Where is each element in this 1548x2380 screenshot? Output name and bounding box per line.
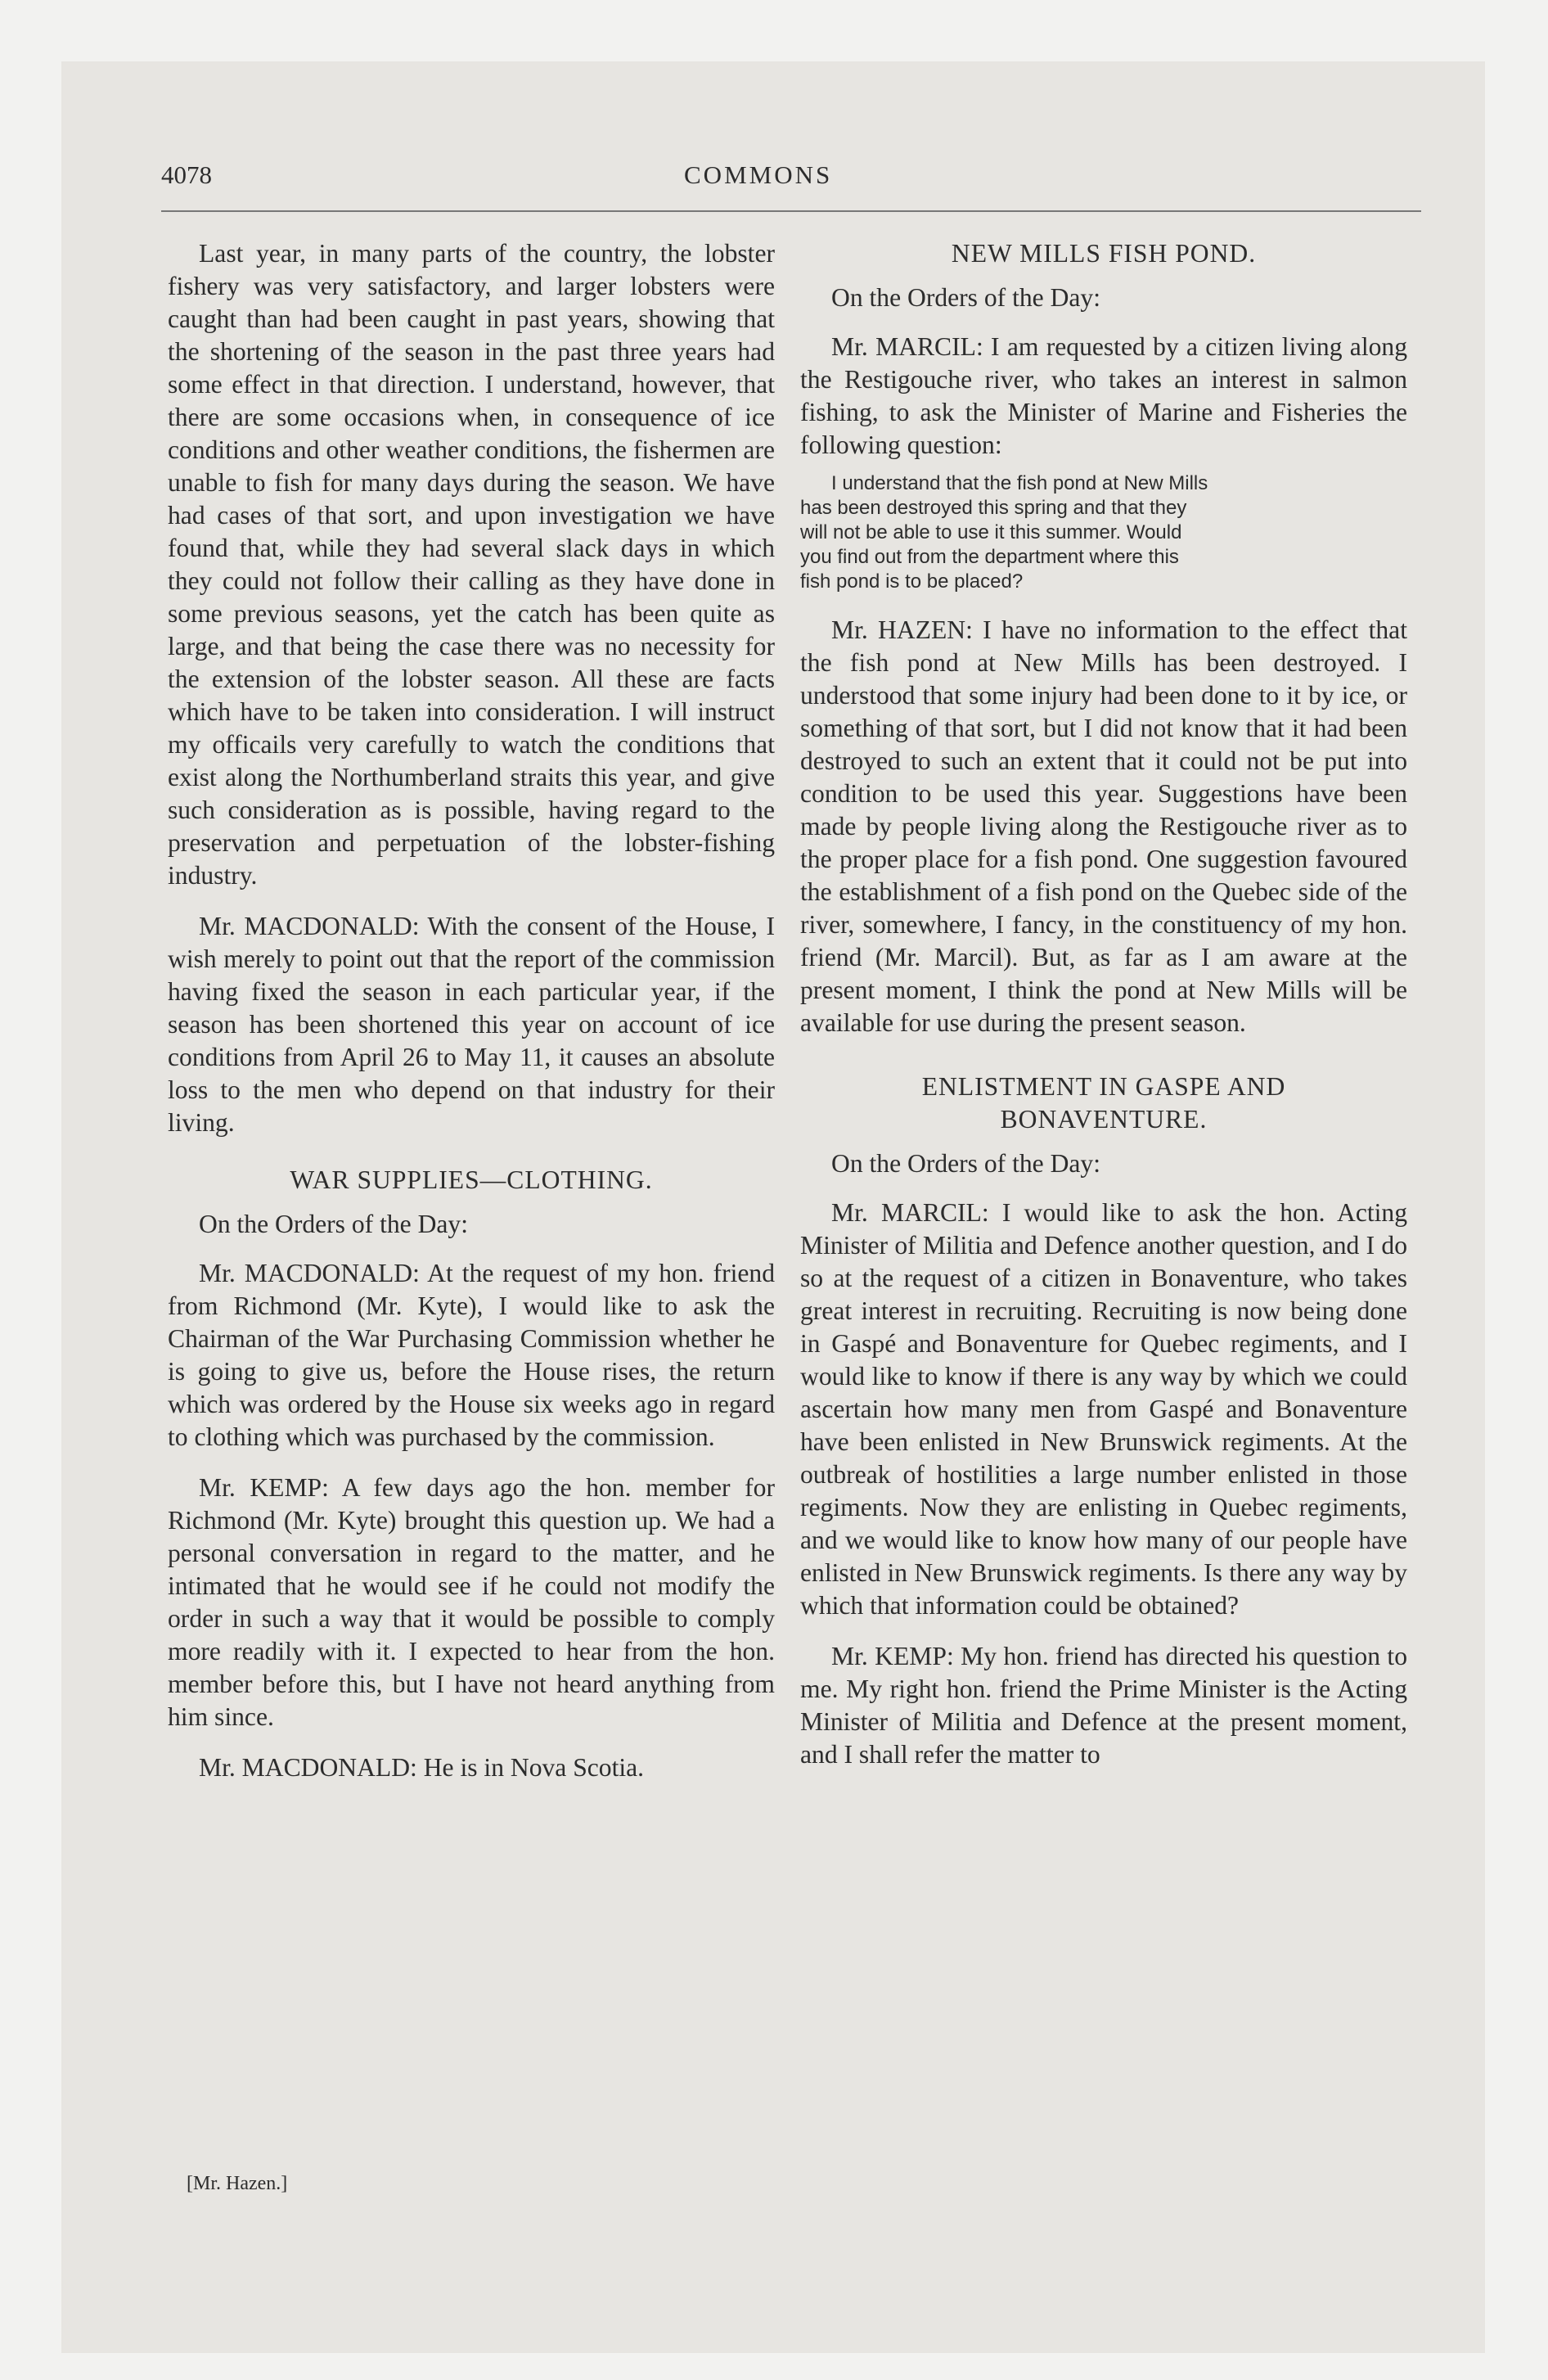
paragraph-macdonald-nova-scotia: Mr. MACDONALD: He is in Nova Scotia. [199,1753,645,1782]
paragraph-macdonald-ice-conditions: Mr. MACDONALD: With the consent of the House, I wish merely to point out that the report of the commission having fixed the season in each particular year, if the season has been shortened this year on account of ice conditions from April 26 to May 11, it causes an absolute loss to the men who depend on that industry for their living. [168,912,775,1137]
header-rule [161,210,1421,212]
running-head: COMMONS [684,160,833,189]
paragraph-lobster-fishery: Last year, in many parts of the country, the lobster fishery was very satisfactory, and larger lobsters were caught than had been caught in past years, showing that the shortening of the season in the past three years had some effect in that direction. I understand, however, that there are some occasions when, in consequence of ice conditions and other weather conditions, the fishermen are unable to fish for many days during the season. We have had cases of that sort, and upon investigation we have found that, while they had several slack days in which they could not follow their calling as they have done in some previous seasons, yet the catch has been quite as large, and that being the case there was no necessity for the extension of the lobster season. All these are facts which have to be taken into consideration. I will instruct my officails very carefully to watch the conditions that exist along the Northumberland straits this year, and give such consideration as is possible, having regard to the preservation and perpetuation of the lobster-fishing industry. [168,239,775,890]
left-column [168,237,775,1784]
section-heading-enlistment [800,1071,1407,1136]
orders-of-the-day: On the Orders of the Day: [831,1149,1101,1178]
paragraph-kemp-enlistment-reply: Mr. KEMP: My hon. friend has directed his question to me. My right hon. friend the Prime Minister is the Acting Minister of Militia and Defence at the present moment, and I shall refer the matter to [800,1642,1407,1769]
quote-line: has been destroyed this spring and that they [800,497,1187,519]
paragraph-marcil-enlistment: Mr. MARCIL: I would like to ask the hon. Acting Minister of Militia and Defence another question, and I do so at the request of a citizen in Bonaventure, who takes great interest in recruiting. Recruiting is now being done in Gaspé and Bonaventure for Quebec regiments, and I would like to know if there is any way by which we could ascertain how many men from Gaspé and Bonaventure have been enlisted in New Brunswick regiments. At the outbreak of hostilities a large number enlisted in those regiments. Now they are enlisting in Quebec regiments, and we would like to know how many of our people have enlisted in New Brunswick regiments. Is there any way by which that information could be obtained? [800,1198,1407,1620]
quote-line: you find out from the department where this [800,546,1179,568]
speaker-footer: [Mr. Hazen.] [187,2173,288,2194]
quoted-question [800,471,1407,594]
orders-of-the-day: On the Orders of the Day: [199,1210,469,1238]
paragraph-marcil-question: Mr. MARCIL: I am requested by a citizen living along the Restigouche river, who takes an interest in salmon fishing, to ask the Minister of Marine and Fisheries the following question: [800,332,1407,459]
heading-line: BONAVENTURE. [1000,1105,1208,1134]
orders-of-the-day: On the Orders of the Day: [831,283,1101,312]
page-number: 4078 [161,160,212,189]
quote-line: I understand that the fish pond at New Mills [831,472,1208,494]
heading-line: ENLISTMENT IN GASPE AND [921,1072,1286,1101]
paragraph-kemp-reply: Mr. KEMP: A few days ago the hon. member for Richmond (Mr. Kyte) brought this question up. We had a personal conversation in regard to the matter, and he intimated that he would see if he could not modify the order in such a way that it would be possible to comply more readily with it. I expected to hear from the hon. member before this, but I have not heard anything from him since. [168,1473,775,1731]
paragraph-macdonald-request: Mr. MACDONALD: At the request of my hon. friend from Richmond (Mr. Kyte), I would like to ask the Chairman of the War Purchasing Commission whether he is going to give us, before the House rises, the return which was ordered by the House six weeks ago in regard to clothing which was purchased by the commission. [168,1259,775,1451]
section-heading-new-mills: NEW MILLS FISH POND. [951,239,1257,268]
right-column [800,237,1407,1771]
section-heading-war-supplies: WAR SUPPLIES—CLOTHING. [290,1165,653,1194]
quote-line: will not be able to use it this summer. Would [800,521,1182,543]
quote-line: fish pond is to be placed? [800,570,1024,593]
paragraph-hazen-reply: Mr. HAZEN: I have no information to the effect that the fish pond at New Mills has been destroyed. I understood that some injury had been done to it by ice, or something of that sort, but I did not know that it had been destroyed to such an extent that it could not be put into condition to be used this year. Suggestions have been made by people living along the Restigouche river as to the proper place for a fish pond. One suggestion favoured the establishment of a fish pond on the Quebec side of the river, somewhere, I fancy, in the constituency of my hon. friend (Mr. Marcil). But, as far as I am aware at the present moment, I think the pond at New Mills will be available for use during the present season. [800,615,1407,1037]
